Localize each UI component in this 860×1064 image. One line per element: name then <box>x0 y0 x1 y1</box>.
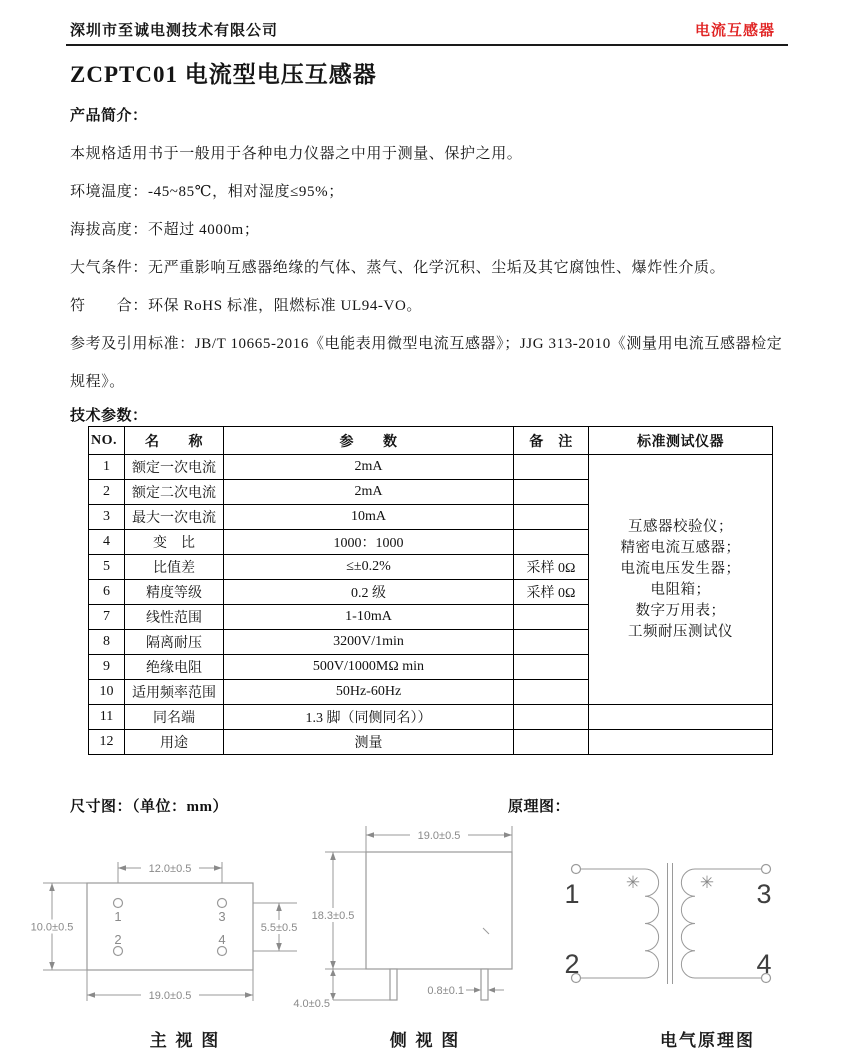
terminal-1-number: 1 <box>564 879 580 909</box>
company-name: 深圳市至诚电测技术有限公司 <box>70 22 279 39</box>
arrowhead <box>504 832 512 838</box>
arrowhead <box>49 962 55 970</box>
intro-line: 规程》。 <box>70 374 125 390</box>
terminal-3 <box>762 865 771 874</box>
cell-note <box>514 480 589 505</box>
cell-value: 500V/1000MΩ min <box>224 655 514 680</box>
cell-name: 绝缘电阻 <box>125 655 224 680</box>
col-header-instruments: 标准测试仪器 <box>589 427 773 455</box>
body-width-dimension: 19.0±0.5 <box>148 990 192 1002</box>
cell-note <box>514 730 589 755</box>
table-row <box>89 705 773 730</box>
dimension-drawing-heading: 尺寸图：（单位：mm） <box>70 799 228 815</box>
cell-note <box>514 680 589 705</box>
cell-no: 1 <box>89 455 125 480</box>
polarity-mark-icon: ✳ <box>699 873 715 892</box>
cell-name: 比值差 <box>125 555 224 580</box>
intro-line: 参考及引用标准：JB/T 10665-2016《电能表用微型电流互感器》；JJG 313-2010《测量用电流互感器检定 <box>70 336 783 352</box>
cell-no: 6 <box>89 580 125 605</box>
cell-name: 最大一次电流 <box>125 505 224 530</box>
cell-name: 变 比 <box>125 530 224 555</box>
arrowhead <box>245 992 253 998</box>
cell-value: 1000：1000 <box>224 530 514 555</box>
cell-note: 采样 0Ω <box>514 580 589 605</box>
cell-name: 隔离耐压 <box>125 630 224 655</box>
terminal-4-number: 4 <box>756 949 772 979</box>
depth-dimension: 19.0±0.5 <box>417 830 461 842</box>
instrument-item: 电阻箱； <box>650 581 711 598</box>
cell-no: 10 <box>89 680 125 705</box>
pin-1-number: 1 <box>114 909 122 924</box>
front-view-caption: 主 视 图 <box>149 1031 221 1050</box>
arrowhead <box>330 969 336 976</box>
height-dimension: 18.3±0.5 <box>311 910 355 922</box>
table-row <box>89 455 773 480</box>
pin-width-dimension: 0.8±0.1 <box>427 985 464 997</box>
pin-2-pad <box>114 947 123 956</box>
body-height-dimension: 10.0±0.5 <box>30 921 74 934</box>
cell-no: 12 <box>89 730 125 755</box>
arrowhead <box>330 852 336 860</box>
pin-row-spacing-dimension: 5.5±0.5 <box>260 922 298 934</box>
primary-winding-coil <box>645 869 659 978</box>
pin-lead <box>481 969 488 1000</box>
cell-instruments-empty <box>589 705 773 730</box>
cell-no: 2 <box>89 480 125 505</box>
col-header-note: 备 注 <box>514 427 589 455</box>
terminal-2-number: 2 <box>564 949 580 979</box>
tech-heading: 技术参数： <box>70 408 148 424</box>
cell-name: 同名端 <box>125 705 224 730</box>
pin-4-pad <box>218 947 227 956</box>
cell-instruments-empty <box>589 730 773 755</box>
cell-name: 精度等级 <box>125 580 224 605</box>
cell-value: 2mA <box>224 455 514 480</box>
instrument-item: 精密电流互感器； <box>620 539 741 556</box>
pin-pitch-dimension: 12.0±0.5 <box>148 863 192 875</box>
arrowhead <box>214 865 222 871</box>
col-header-no: NO. <box>89 427 125 455</box>
intro-line: 符 合：环保 RoHS 标准，阻燃标准 UL94-VO。 <box>70 298 422 314</box>
arrowhead <box>330 961 336 969</box>
electrical-schematic-drawing <box>545 855 800 1000</box>
cell-note <box>514 505 589 530</box>
schematic-caption: 电气原理图 <box>660 1031 755 1050</box>
instrument-item: 电流电压发生器； <box>620 560 741 577</box>
instruments-cell <box>589 455 773 705</box>
secondary-winding-coil <box>681 869 695 978</box>
cell-value: 1-10mA <box>224 605 514 630</box>
cell-note: 采样 0Ω <box>514 555 589 580</box>
cell-no: 11 <box>89 705 125 730</box>
cell-value: 0.2 级 <box>224 580 514 605</box>
product-category-label: 电流互感器 <box>695 22 776 39</box>
side-view-caption: 侧 视 图 <box>389 1031 461 1050</box>
intro-heading: 产品简介： <box>70 108 148 124</box>
cell-no: 3 <box>89 505 125 530</box>
cell-note <box>514 605 589 630</box>
header-divider <box>66 44 788 46</box>
cell-name: 额定一次电流 <box>125 455 224 480</box>
cell-value: 10mA <box>224 505 514 530</box>
col-header-name: 名 称 <box>125 427 224 455</box>
instrument-item: 数字万用表； <box>635 602 726 619</box>
cell-name: 线性范围 <box>125 605 224 630</box>
arrowhead <box>118 865 126 871</box>
instrument-item: 工频耐压测试仪 <box>628 623 733 640</box>
cell-value: 2mA <box>224 480 514 505</box>
pin-length-dimension: 4.0±0.5 <box>293 998 330 1010</box>
side-view-drawing <box>280 820 530 1015</box>
front-view-drawing <box>25 855 305 1015</box>
schematic-heading: 原理图： <box>508 799 571 815</box>
intro-line: 海拔高度：不超过 4000m； <box>70 222 260 238</box>
cell-name: 用途 <box>125 730 224 755</box>
cell-no: 4 <box>89 530 125 555</box>
cell-note <box>514 455 589 480</box>
parameter-table <box>88 426 773 755</box>
component-body-outline <box>366 852 512 969</box>
intro-line: 大气条件：无严重影响互感器绝缘的气体、蒸气、化学沉积、尘垢及其它腐蚀性、爆炸性介质。 <box>70 260 726 276</box>
intro-line: 环境温度：-45~85℃，相对湿度≤95%； <box>70 184 344 200</box>
cell-value: 1.3 脚（同侧同名）） <box>224 705 514 730</box>
instrument-item: 互感器校验仪； <box>628 518 733 535</box>
cell-value: 50Hz-60Hz <box>224 680 514 705</box>
cell-no: 8 <box>89 630 125 655</box>
arrowhead <box>366 832 374 838</box>
arrowhead <box>488 987 495 993</box>
pin-4-number: 4 <box>218 932 226 947</box>
cell-note <box>514 530 589 555</box>
cell-note <box>514 705 589 730</box>
cell-value: ≤±0.2% <box>224 555 514 580</box>
cell-no: 5 <box>89 555 125 580</box>
cell-no: 9 <box>89 655 125 680</box>
arrowhead <box>330 993 336 1000</box>
cell-name: 适用频率范围 <box>125 680 224 705</box>
terminal-1 <box>572 865 581 874</box>
pin-3-number: 3 <box>218 909 226 924</box>
cell-value: 测量 <box>224 730 514 755</box>
pin-2-number: 2 <box>114 932 122 947</box>
pin-1-pad <box>114 899 123 908</box>
terminal-3-number: 3 <box>756 879 772 909</box>
component-body-outline <box>87 883 253 970</box>
col-header-value: 参 数 <box>224 427 514 455</box>
intro-line: 本规格适用书于一般用于各种电力仪器之中用于测量、保护之用。 <box>70 146 523 162</box>
cell-value: 3200V/1min <box>224 630 514 655</box>
cell-name: 额定二次电流 <box>125 480 224 505</box>
pin-lead <box>390 969 397 1000</box>
arrowhead <box>474 987 481 993</box>
cell-no: 7 <box>89 605 125 630</box>
polarity-mark-icon: ✳ <box>625 873 641 892</box>
pin-3-pad <box>218 899 227 908</box>
cell-note <box>514 655 589 680</box>
cell-note <box>514 630 589 655</box>
table-header-row <box>89 427 773 455</box>
table-row <box>89 730 773 755</box>
arrowhead <box>49 883 55 891</box>
arrowhead <box>87 992 95 998</box>
page-title: ZCPTC01 电流型电压互感器 <box>70 62 377 87</box>
